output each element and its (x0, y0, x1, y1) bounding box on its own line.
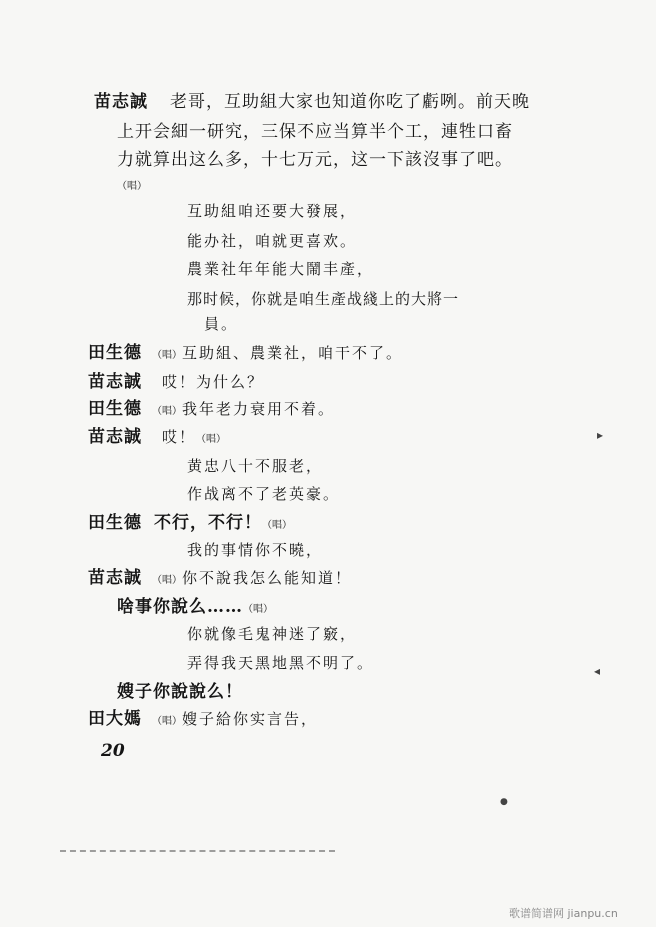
dialogue-line (88, 570, 352, 587)
scan-speck: ▸ (597, 428, 604, 442)
speaker-name: 田生德 (88, 399, 142, 419)
dialogue-line (94, 94, 530, 111)
sing-tag: （唱） (152, 575, 182, 586)
sing-tag: （唱） (196, 434, 227, 445)
dialogue-line (88, 401, 335, 418)
scan-speck: ◂ (594, 664, 601, 678)
lyric-text: 農業社年年能大鬧丰產， (187, 260, 375, 278)
scan-edge-rule (60, 850, 335, 852)
dialogue-line (117, 124, 513, 141)
watermark: 歌谱简谱网 jianpu.cn (509, 907, 618, 920)
speaker-name: 苗志誠 (94, 92, 148, 112)
page-number: 20 (101, 741, 125, 761)
lyric-line (187, 655, 374, 671)
dialogue-line (117, 599, 273, 616)
dialogue-text: 不行，不行！ (154, 513, 262, 533)
lyric-text: 你就像毛鬼神迷了竅， (187, 625, 358, 643)
lyric-line (187, 542, 323, 558)
scan-speck: ● (500, 797, 508, 807)
speaker-name: 田大媽 (88, 709, 142, 729)
lyric-text: 我的事情你不曉， (187, 541, 324, 559)
sing-tag: （唱） (117, 181, 147, 192)
dialogue-line (117, 152, 513, 169)
dialogue-text: 嫂子給你实言告， (182, 710, 319, 728)
lyric-line (187, 203, 357, 219)
speaker-name: 苗志誠 (88, 372, 142, 392)
dialogue-text: 老哥，互助組大家也知道你吃了虧咧。前天晚 (170, 92, 530, 112)
lyric-line (187, 291, 459, 307)
dialogue-text: 哎！ (162, 428, 197, 446)
dialogue-text: 力就算出这么多，十七万元，这一下該沒事了吧。 (117, 150, 513, 170)
lyric-text: 那时候，你就是咱生產战綫上的大將一 (187, 290, 460, 308)
dialogue-text: 嫂子你說說么！ (117, 682, 243, 702)
dialogue-text: 互助組、農業社，咱干不了。 (182, 344, 404, 362)
dialogue-line (88, 374, 264, 391)
sing-tag: （唱） (152, 406, 182, 417)
dialogue-text: 上开会細一研究，三保不应当算半个工，連牲口畜 (117, 122, 513, 142)
lyric-line (187, 486, 340, 502)
sing-tag: （唱） (243, 604, 273, 615)
speaker-name: 苗志誠 (88, 568, 142, 588)
lyric-line (204, 316, 238, 332)
stage-direction (117, 176, 147, 192)
dialogue-line (88, 515, 292, 532)
lyric-line (187, 233, 357, 249)
speaker-name: 苗志誠 (88, 427, 142, 447)
lyric-text: 能办社，咱就更喜欢。 (187, 232, 358, 250)
speaker-name: 田生德 (88, 343, 142, 363)
lyric-text: 弄得我天黑地黑不明了。 (187, 654, 375, 672)
lyric-line (187, 458, 323, 474)
dialogue-text: 哎！为什么？ (162, 373, 265, 391)
lyric-text: 互助組咱还要大發展， (187, 202, 358, 220)
sing-tag: （唱） (152, 350, 182, 361)
dialogue-line (117, 684, 243, 701)
dialogue-text: 我年老力衰用不着。 (182, 400, 336, 418)
dialogue-line (88, 711, 318, 728)
dialogue-text: 啥事你說么…… (117, 597, 243, 617)
dialogue-text: 你不說我怎么能知道！ (182, 569, 353, 587)
sing-tag: （唱） (262, 520, 292, 531)
lyric-line (187, 626, 357, 642)
dialogue-line (88, 429, 226, 446)
speaker-name: 田生德 (88, 513, 142, 533)
sing-tag: （唱） (152, 716, 182, 727)
lyric-text: 作战离不了老英豪。 (187, 485, 341, 503)
lyric-text: 員。 (204, 315, 239, 333)
lyric-text: 黄忠八十不服老， (187, 457, 324, 475)
dialogue-line (88, 345, 403, 362)
lyric-line (187, 261, 374, 277)
